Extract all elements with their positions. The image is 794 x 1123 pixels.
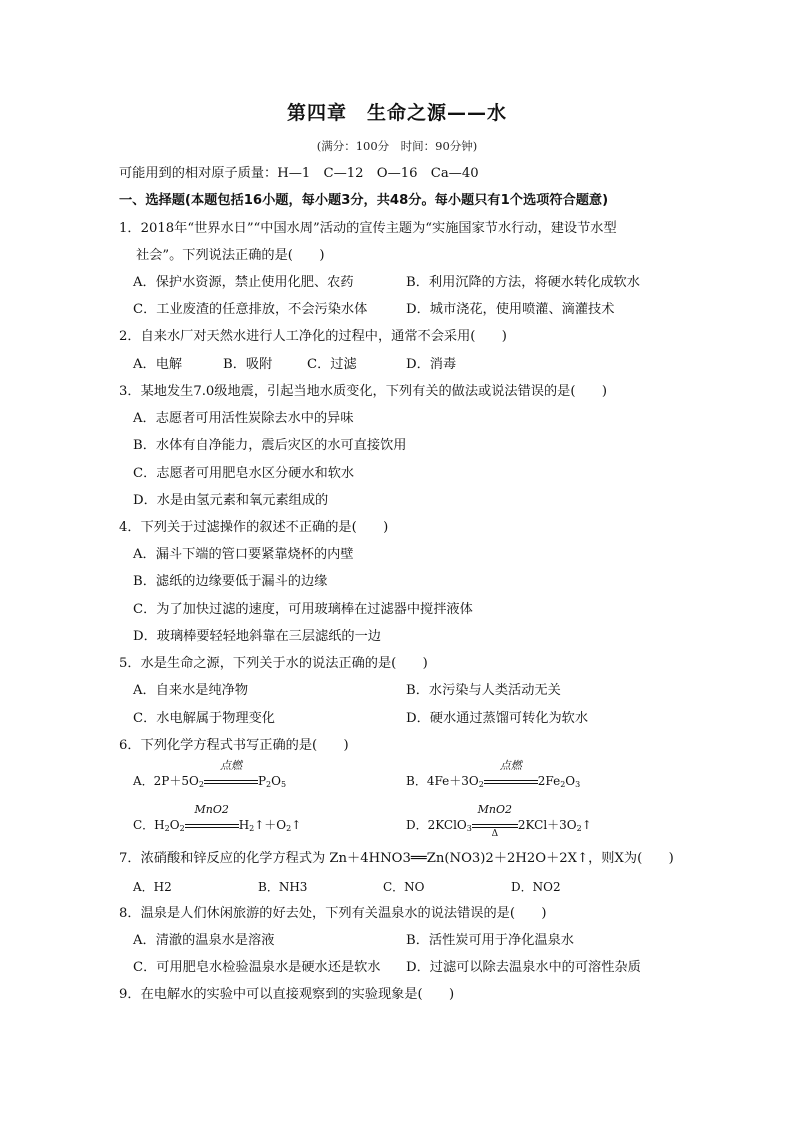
question-7-stem: 7．浓硝酸和锌反应的化学方程式为 Zn＋4HNO3══Zn(NO3)2＋2H2O＋2X↑，则X为( ) [119, 851, 674, 866]
question-9-stem: 9．在电解水的实验中可以直接观察到的实验现象是( ) [119, 987, 455, 1002]
question-4-option-d: D．玻璃棒要轻轻地斜靠在三层滤纸的一边 [133, 629, 381, 644]
question-4-stem: 4．下列关于过滤操作的叙述不正确的是( ) [119, 520, 389, 535]
question-8-option-c: C．可用肥皂水检验温泉水是硬水还是软水 [133, 960, 381, 975]
condition-heat: Δ [491, 829, 499, 839]
question-1-stem-cont: 社会”。下列说法正确的是( ) [136, 248, 325, 263]
condition-ignite: 点燃 [219, 759, 242, 772]
question-5-stem: 5．水是生命之源，下列关于水的说法正确的是( ) [119, 656, 428, 671]
condition-catalyst: MnO2 [194, 803, 229, 816]
question-2-stem: 2．自来水厂对天然水进行人工净化的过程中，通常不会采用( ) [119, 329, 507, 344]
question-6-option-b: B．$4Fe+3O_2$ 点燃 $2Fe_2O_3$ [406, 759, 581, 789]
question-3-stem: 3．某地发生7.0级地震，引起当地水质变化，下列有关的做法或说法错误的是( ) [119, 384, 608, 399]
question-7-option-c: C．NO [383, 880, 425, 894]
question-6-option-c: C．$H_2O_2$ MnO2 $H_2↑+O_2↑$ [133, 803, 302, 833]
question-3-option-a: A．志愿者可用活性炭除去水中的异味 [133, 411, 354, 426]
question-8-option-d: D．过滤可以除去温泉水中的可溶性杂质 [406, 960, 641, 975]
question-4-option-a: A．漏斗下端的管口要紧靠烧杯的内壁 [133, 547, 354, 562]
page-title: 第四章 生命之源——水 [286, 102, 507, 124]
question-7-option-b: B．NH3 [258, 880, 308, 894]
question-5-option-a: A．自来水是纯净物 [133, 683, 249, 698]
question-5-option-b: B．水污染与人类活动无关 [406, 683, 561, 698]
question-8-option-a: A．清澈的温泉水是溶液 [133, 933, 275, 948]
question-1-option-c: C．工业废渣的任意排放，不会污染水体 [133, 302, 368, 317]
page-subtitle: (满分：100分 时间：90分钟) [316, 139, 478, 153]
question-3-option-c: C．志愿者可用肥皂水区分硬水和软水 [133, 466, 355, 481]
question-6-option-d: D．2KClO$_3$ MnO2 Δ $2KCl+3O_2↑$ [406, 816, 592, 834]
condition-ignite: 点燃 [499, 759, 522, 772]
question-6-option-a: A．$2P+5O_2$ 点燃 $P_2O_5$ [133, 759, 287, 789]
question-3-option-b: B．水体有自净能力，震后灾区的水可直接饮用 [133, 438, 407, 453]
question-6-stem: 6．下列化学方程式书写正确的是( ) [119, 738, 349, 753]
question-8-option-b: B．活性炭可用于净化温泉水 [406, 933, 574, 948]
question-2-option-c: C．过滤 [307, 357, 357, 372]
question-7-option-a: A．H2 [133, 880, 172, 894]
question-1-option-a: A．保护水资源，禁止使用化肥、农药 [133, 275, 354, 290]
atomic-mass-line: 可能用到的相对原子质量：H—1 C—12 O—16 Ca—40 [119, 166, 479, 181]
question-2-option-a: A．电解 [133, 357, 183, 372]
question-5-option-d: D．硬水通过蒸馏可转化为软水 [406, 711, 589, 726]
section-heading: 一、选择题(本题包括16小题，每小题3分，共48分。每小题只有1个选项符合题意) [119, 193, 609, 208]
question-1-option-d: D．城市浇花，使用喷灌、滴灌技术 [406, 302, 615, 317]
question-2-option-b: B．吸附 [223, 357, 273, 372]
question-4-option-c: C．为了加快过滤的速度，可用玻璃棒在过滤器中搅拌液体 [133, 602, 473, 617]
question-1-option-b: B．利用沉降的方法，将硬水转化成软水 [406, 275, 640, 290]
question-8-stem: 8．温泉是人们休闲旅游的好去处，下列有关温泉水的说法错误的是( ) [119, 906, 547, 921]
question-3-option-d: D．水是由氢元素和氧元素组成的 [133, 493, 329, 508]
question-7-option-d: D．NO2 [511, 880, 561, 894]
question-2-option-d: D．消毒 [406, 357, 457, 372]
question-1-stem: 1．2018年“世界水日”“中国水周”活动的宣传主题为“实施国家节水行动，建设节水型 [119, 221, 617, 236]
condition-catalyst: MnO2 [477, 803, 513, 816]
question-5-option-c: C．水电解属于物理变化 [133, 711, 275, 726]
question-4-option-b: B．滤纸的边缘要低于漏斗的边缘 [133, 574, 328, 589]
